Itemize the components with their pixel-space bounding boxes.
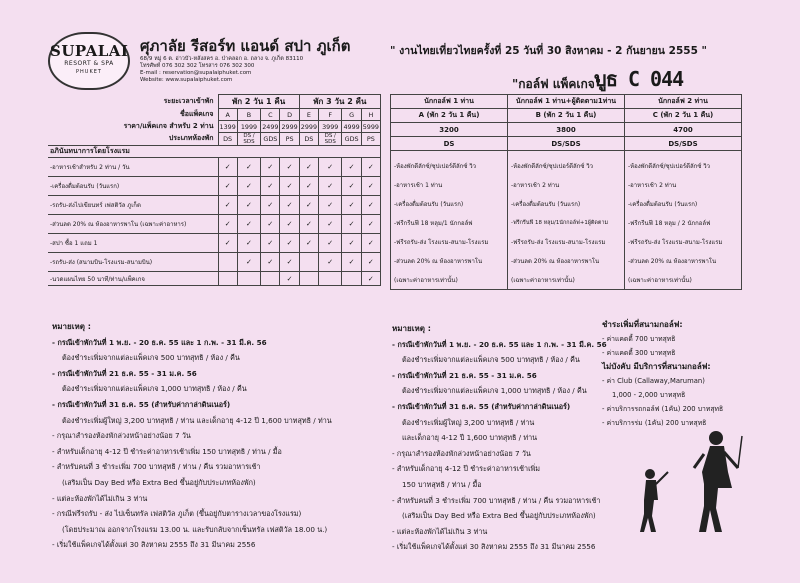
- package-label: ชื่อแพ็คเกจ: [180, 110, 214, 118]
- check-icon: ✓: [261, 196, 280, 215]
- check-icon: ✓: [237, 196, 260, 215]
- golf-benefit: -ห้องพักดีลักซ์/ซุปเปอร์ดีลักซ์ วิว: [625, 157, 742, 176]
- note-line: - ค่าแคดดี้ 700 บาทสุทธิ: [602, 335, 676, 343]
- package-price: 2999: [281, 122, 298, 131]
- address-line: 68/9 หมู่ 6 ต. อ่าวบัว-หลังสคร อ. ป่าคลอก อ. ถลาง จ. ภูเก็ต 83110: [140, 56, 304, 62]
- check-icon: ✓: [299, 158, 318, 177]
- note-line: - กรณีเข้าพักวันที่ 21 ธ.ค. 55 - 31 ม.ค. 56: [392, 370, 537, 380]
- notes-right: [392, 321, 627, 555]
- notes-heading: ไม่บังคับ มีบริการที่สนามกอล์ฟ:: [602, 362, 711, 371]
- golf-col-price: 3200: [391, 123, 508, 137]
- table-row: [391, 233, 742, 252]
- table-row: [48, 158, 381, 177]
- check-icon: ✓: [342, 158, 361, 177]
- note-line: - กรณีเข้าพักวันที่ 31 ธ.ค. 55 (สำหรับค่ากาล่าดินเนอร์): [392, 401, 571, 411]
- note-line: ต้องชำระเพิ่มผู้ใหญ่ 3,200 บาทสุทธิ / ท่าน: [402, 417, 535, 427]
- room-type: PS: [361, 133, 380, 146]
- note-line: ต้องชำระเพิ่มจากแต่ละแพ็คเกจ 1,000 บาทสุทธิ / ห้อง / คืน: [402, 386, 587, 396]
- golfer-illustration: [688, 428, 744, 538]
- check-icon: ✓: [299, 177, 318, 196]
- check-icon: ✓: [218, 215, 237, 234]
- booth-number: บูธ C 044: [594, 67, 684, 91]
- table-row: [48, 196, 381, 215]
- note-line: - กรุณาสำรองห้องพักล่วงหน้าอย่างน้อย 7 วัน: [392, 448, 531, 458]
- table-row: [48, 177, 381, 196]
- room-type: DS / SDS: [237, 133, 260, 146]
- package-code: A: [218, 109, 237, 121]
- golf-benefit: -เครื่องดื่มต้อนรับ (วันแรก): [625, 195, 742, 214]
- check-icon: ✓: [218, 196, 237, 215]
- notes-left: [52, 319, 382, 553]
- table-row: [391, 109, 742, 123]
- room-label: ประเภทห้องพัก: [168, 134, 214, 143]
- note-line: - ค่า Club (Callaway,Maruman): [602, 377, 705, 385]
- table-row: [48, 272, 381, 286]
- golf-benefit: -เครื่องดื่มต้อนรับ (วันแรก): [508, 195, 625, 214]
- room-type: PS: [280, 133, 299, 146]
- table-row: [391, 137, 742, 151]
- golf-col-package: B (พัก 2 วัน 1 คืน): [508, 109, 625, 123]
- table-row: [48, 133, 381, 146]
- logo-main: SUPALAI: [50, 42, 129, 60]
- golf-benefit: -ฟรีรถรับ-ส่ง โรงแรม-สนาม-โรงแรม: [508, 233, 625, 252]
- fair-title: " งานไทยเที่ยวไทยครั้งที่ 25 วันที่ 30 สิงหาคม - 2 กันยายน 2555 ": [390, 45, 707, 57]
- golf-benefit: -อาหารเช้า 1 ท่าน: [391, 176, 508, 195]
- check-icon: ✓: [237, 215, 260, 234]
- package-name: "กอล์ฟ แพ็คเกจ": [512, 77, 602, 91]
- table-row: [391, 176, 742, 195]
- hotel-name: ศุภาลัย รีสอร์ท แอนด์ สปา ภูเก็ต: [140, 37, 351, 55]
- check-icon: [218, 272, 237, 286]
- check-icon: ✓: [280, 177, 299, 196]
- golf-col-title: นักกอล์ฟ 1 ท่าน: [391, 95, 508, 109]
- check-icon: ✓: [319, 253, 342, 272]
- golf-benefit: -ห้องพักดีลักซ์/ซุปเปอร์ดีลักซ์ วิว: [391, 157, 508, 176]
- note-line: ต้องชำระเพิ่มจากแต่ละแพ็คเกจ 500 บาทสุทธิ / ห้อง / คืน: [62, 353, 240, 363]
- package-price: 1999: [237, 121, 260, 133]
- stay-b-header: พัก 3 วัน 2 คืน: [299, 95, 380, 109]
- golf-col-room: DS/SDS: [625, 137, 742, 151]
- note-line: (เสริมเป็น Day Bed หรือ Extra Bed ขึ้นอยู่กับประเภทห้องพัก): [62, 477, 256, 487]
- check-icon: ✓: [218, 177, 237, 196]
- package-price: 4999: [343, 122, 360, 131]
- table-row: [391, 95, 742, 109]
- golf-col-price: 3800: [508, 123, 625, 137]
- package-price: 2499: [262, 122, 279, 131]
- benefit-label: -ส่วนลด 20% ณ ห้องอาหารพาโน (เฉพาะค่าอาหาร): [48, 215, 218, 234]
- check-icon: ✓: [361, 234, 380, 253]
- benefit-label: -สปา ซื้อ 1 แถม 1: [48, 234, 218, 253]
- table-row: [391, 123, 742, 137]
- check-icon: ✓: [237, 234, 260, 253]
- golf-benefit: (เฉพาะค่าอาหารเท่านั้น): [508, 271, 625, 290]
- check-icon: ✓: [361, 215, 380, 234]
- golf-benefit: -ฟรีกรีนฟี 18 หลุม/1นักกอล์ฟ+1ผู้ติดตาม: [508, 214, 625, 233]
- check-icon: [342, 272, 361, 286]
- stay-label: ระยะเวลาเข้าพัก: [163, 97, 214, 105]
- note-line: ต้องชำระเพิ่มผู้ใหญ่ 3,200 บาทสุทธิ / ท่าน และเด็กอายุ 4-12 ปี 1,600 บาทสุทธิ / ท่าน: [62, 415, 332, 425]
- note-line: - ค่าบริการร่ม (1คัน) 200 บาทสุทธิ: [602, 419, 707, 427]
- check-icon: ✓: [361, 196, 380, 215]
- room-type: GDS: [261, 133, 280, 146]
- golf-col-room: DS: [391, 137, 508, 151]
- check-icon: ✓: [218, 234, 237, 253]
- check-icon: ✓: [299, 215, 318, 234]
- check-icon: ✓: [261, 253, 280, 272]
- package-price: 2999: [300, 122, 318, 131]
- check-icon: ✓: [342, 215, 361, 234]
- note-line: - กรณีเข้าพักวันที่ 1 พ.ย. - 20 ธ.ค. 55 และ 1 ก.พ. - 31 มี.ค. 56: [392, 339, 607, 349]
- golf-benefit: -อาหารเช้า 2 ท่าน: [508, 176, 625, 195]
- note-line: - กรณีเข้าพักวันที่ 21 ธ.ค. 55 - 31 ม.ค. 56: [52, 368, 197, 378]
- notes-heading: หมายเหตุ :: [52, 322, 91, 331]
- table-row: [48, 215, 381, 234]
- golf-col-price: 4700: [625, 123, 742, 137]
- room-type: DS: [299, 133, 318, 146]
- supalai-logo: [48, 32, 130, 90]
- table-row: [48, 121, 381, 133]
- table-row: [391, 252, 742, 271]
- check-icon: ✓: [319, 215, 342, 234]
- logo-sub: RESORT & SPA: [64, 60, 114, 67]
- check-icon: ✓: [237, 177, 260, 196]
- note-line: - แต่ละห้องพักได้ไม่เกิน 3 ท่าน: [392, 526, 488, 536]
- package-price: 1399: [219, 122, 236, 131]
- notes-golf-fees: [602, 318, 772, 430]
- price-label: ราคา/แพ็คเกจ สำหรับ 2 ท่าน: [123, 122, 214, 130]
- check-icon: [299, 253, 318, 272]
- golfer-illustration: [632, 466, 672, 536]
- note-line: - สำหรับเด็กอายุ 4-12 ปี ชำระค่าอาหารเช้าเพิ่ม 150 บาทสุทธิ / ท่าน / มื้อ: [52, 446, 282, 456]
- note-line: และเด็กอายุ 4-12 ปี 1,600 บาทสุทธิ / ท่าน: [402, 433, 538, 443]
- note-line: (เสริมเป็น Day Bed หรือ Extra Bed ขึ้นอยู่กับประเภทห้องพัก): [402, 511, 596, 521]
- note-line: ต้องชำระเพิ่มจากแต่ละแพ็คเกจ 500 บาทสุทธิ / ห้อง / คืน: [402, 355, 580, 365]
- check-icon: ✓: [261, 234, 280, 253]
- golf-benefit: -อาหารเช้า 2 ท่าน: [625, 176, 742, 195]
- check-icon: ✓: [237, 158, 260, 177]
- note-line: 1,000 - 2,000 บาทสุทธิ: [612, 391, 686, 399]
- check-icon: ✓: [299, 196, 318, 215]
- check-icon: ✓: [299, 234, 318, 253]
- golf-package-table: [390, 94, 742, 290]
- check-icon: ✓: [361, 158, 380, 177]
- check-icon: [218, 253, 237, 272]
- golf-col-title: นักกอล์ฟ 2 ท่าน: [625, 95, 742, 109]
- check-icon: ✓: [261, 158, 280, 177]
- package-code: D: [280, 109, 299, 121]
- note-line: (โดยประมาณ ออกจากโรงแรม 13.00 น. และรับกลับจากเซ็นทรัล เฟสติวัล 18.00 น.): [62, 524, 328, 534]
- package-table: [48, 94, 381, 286]
- golf-benefit: (เฉพาะค่าอาหารเท่านั้น): [391, 271, 508, 290]
- table-row: [48, 95, 381, 109]
- note-line: ต้องชำระเพิ่มจากแต่ละแพ็คเกจ 1,000 บาทสุทธิ / ห้อง / คืน: [62, 384, 247, 394]
- hotel-address: [140, 56, 303, 84]
- golf-col-room: DS/SDS: [508, 137, 625, 151]
- check-icon: ✓: [342, 196, 361, 215]
- golf-col-package: C (พัก 2 วัน 1 คืน): [625, 109, 742, 123]
- golf-benefit: -เครื่องดื่มต้อนรับ (วันแรก): [391, 195, 508, 214]
- note-line: - แต่ละห้องพักได้ไม่เกิน 3 ท่าน: [52, 493, 148, 503]
- check-icon: ✓: [218, 158, 237, 177]
- note-line: - เริ่มใช้แพ็คเกจได้ตั้งแต่ 30 สิงหาคม 2555 ถึง 31 มีนาคม 2556: [392, 542, 596, 552]
- table-row: [391, 271, 742, 290]
- package-price: 5999: [362, 122, 379, 131]
- table-row: [48, 146, 381, 158]
- golf-benefit: (เฉพาะค่าอาหารเท่านั้น): [625, 271, 742, 290]
- benefits-title: อภินันทนาการโดยโรงแรม: [48, 146, 381, 158]
- benefit-label: -อาหารเช้าสำหรับ 2 ท่าน / วัน: [48, 158, 218, 177]
- check-icon: ✓: [342, 234, 361, 253]
- package-price: 3999: [319, 121, 342, 133]
- benefit-label: -นวดแผนไทย 50 นาที/ท่าน/แพ็คเกจ: [48, 272, 218, 286]
- benefit-label: -รถรับ-ส่งไปเขียนทร์ เฟสติวัล ภูเก็ต: [48, 196, 218, 215]
- golf-benefit: -ฟรีกรีนฟี 18 หลุม / 2 นักกอล์ฟ: [625, 214, 742, 233]
- golf-col-title: นักกอล์ฟ 1 ท่าน+ผู้ติดตาม1ท่าน: [508, 95, 625, 109]
- note-line: - กรุณาสำรองห้องพักล่วงหน้าอย่างน้อย 7 วัน: [52, 431, 191, 441]
- check-icon: ✓: [280, 234, 299, 253]
- package-code: C: [261, 109, 280, 121]
- check-icon: ✓: [361, 272, 380, 286]
- note-line: - เริ่มใช้แพ็คเกจได้ตั้งแต่ 30 สิงหาคม 2555 ถึง 31 มีนาคม 2556: [52, 540, 256, 550]
- note-line: - กรณีเข้าพักวันที่ 31 ธ.ค. 55 (สำหรับค่ากาล่าดินเนอร์): [52, 399, 231, 409]
- note-line: - สำหรับคนที่ 3 ชำระเพิ่ม 700 บาทสุทธิ / ท่าน / คืน รวมอาหารเช้า: [52, 462, 261, 472]
- table-row: [391, 214, 742, 233]
- check-icon: ✓: [261, 215, 280, 234]
- address-line: Website: www.supalaiphuket.com: [140, 77, 233, 83]
- golf-col-package: A (พัก 2 วัน 1 คืน): [391, 109, 508, 123]
- check-icon: [261, 272, 280, 286]
- check-icon: ✓: [280, 196, 299, 215]
- note-line: 150 บาทสุทธิ / ท่าน / มื้อ: [402, 479, 482, 489]
- address-line: E-mail : reservation@supalaiphuket.com: [140, 70, 252, 76]
- package-code: H: [361, 109, 380, 121]
- check-icon: ✓: [342, 177, 361, 196]
- table-row: [48, 109, 381, 121]
- note-line: - กรณีเข้าพักวันที่ 1 พ.ย. - 20 ธ.ค. 55 และ 1 ก.พ. - 31 มี.ค. 56: [52, 337, 267, 347]
- check-icon: ✓: [237, 253, 260, 272]
- room-type: DS / SDS: [319, 133, 342, 146]
- address-line: โทรศัพท์ 076 302 302 โทรสาร 076 302 300: [140, 63, 255, 69]
- check-icon: ✓: [342, 253, 361, 272]
- room-type: DS: [218, 133, 237, 146]
- golf-benefit: -ฟรีรถรับ-ส่ง โรงแรม-สนาม-โรงแรม: [625, 233, 742, 252]
- notes-heading: หมายเหตุ :: [392, 324, 431, 333]
- check-icon: ✓: [361, 177, 380, 196]
- note-line: - กรณีฟรีรถรับ - ส่ง ไปเซ็นทรัล เฟสติวัล ภูเก็ต (ขึ้นอยู่กับตารางเวลาของโรงแรม): [52, 509, 302, 519]
- golf-benefit: -ฟรีกรีนฟี 18 หลุม/1 นักกอล์ฟ: [391, 214, 508, 233]
- check-icon: ✓: [319, 158, 342, 177]
- check-icon: ✓: [280, 215, 299, 234]
- table-row: [48, 234, 381, 253]
- logo-location: PHUKET: [76, 69, 102, 75]
- golf-benefit: -ส่วนลด 20% ณ ห้องอาหารพาโน: [625, 252, 742, 271]
- benefit-label: -เครื่องดื่มต้อนรับ (วันแรก): [48, 177, 218, 196]
- room-type: GDS: [342, 133, 361, 146]
- check-icon: ✓: [319, 234, 342, 253]
- check-icon: ✓: [280, 158, 299, 177]
- notes-heading: ชำระเพิ่มที่สนามกอล์ฟ:: [602, 320, 683, 329]
- check-icon: [319, 272, 342, 286]
- golf-benefit: -ห้องพักดีลักซ์/ซุปเปอร์ดีลักซ์ วิว: [508, 157, 625, 176]
- check-icon: ✓: [319, 177, 342, 196]
- table-row: [391, 195, 742, 214]
- golf-benefit: -ส่วนลด 20% ณ ห้องอาหารพาโน: [508, 252, 625, 271]
- check-icon: ✓: [319, 196, 342, 215]
- golf-benefit: -ฟรีรถรับ-ส่ง โรงแรม-สนาม-โรงแรม: [391, 233, 508, 252]
- note-line: - ค่าแคดดี้ 300 บาทสุทธิ: [602, 349, 676, 357]
- note-line: - สำหรับเด็กอายุ 4-12 ปี ชำระค่าอาหารเช้าเพิ่ม: [392, 464, 541, 474]
- check-icon: ✓: [280, 253, 299, 272]
- package-code: G: [342, 109, 361, 121]
- stay-a-header: พัก 2 วัน 1 คืน: [218, 95, 299, 109]
- package-code: B: [237, 109, 260, 121]
- check-icon: [299, 272, 318, 286]
- check-icon: ✓: [280, 272, 299, 286]
- package-code: E: [299, 109, 318, 121]
- table-row: [48, 253, 381, 272]
- check-icon: ✓: [261, 177, 280, 196]
- golf-benefit: -ส่วนลด 20% ณ ห้องอาหารพาโน: [391, 252, 508, 271]
- note-line: - สำหรับคนที่ 3 ชำระเพิ่ม 700 บาทสุทธิ / ท่าน / คืน รวมอาหารเช้า: [392, 495, 601, 505]
- benefit-label: -รถรับ-ส่ง (สนามบิน-โรงแรม-สนามบิน): [48, 253, 218, 272]
- table-row: [391, 157, 742, 176]
- package-code: F: [319, 109, 342, 121]
- note-line: - ค่าบริการรถกอล์ฟ (1คัน) 200 บาทสุทธิ: [602, 405, 724, 413]
- check-icon: ✓: [361, 253, 380, 272]
- check-icon: [237, 272, 260, 286]
